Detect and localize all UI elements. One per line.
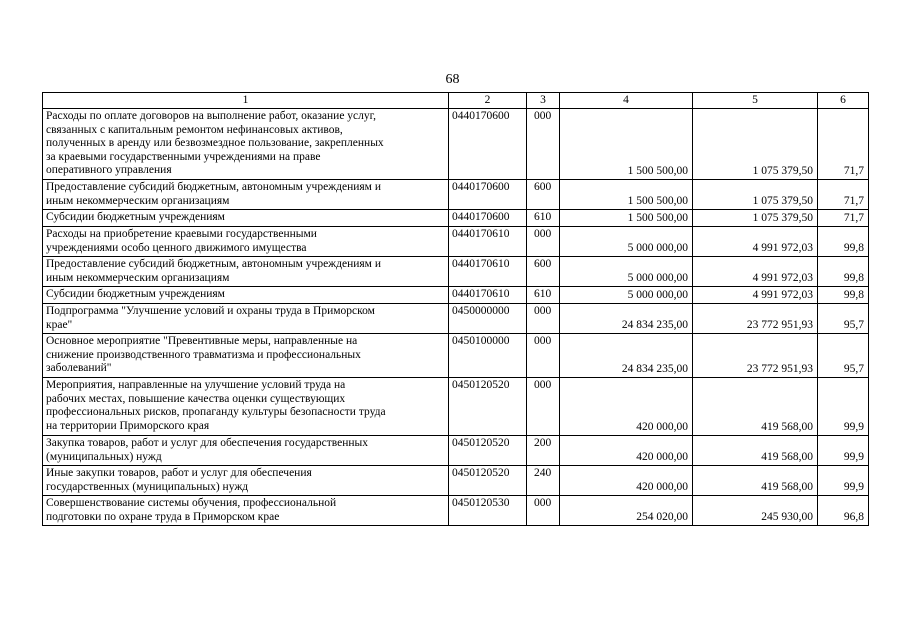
row-kind-cell: 200 [527, 436, 560, 466]
row-actual-cell: 1 075 379,50 [693, 180, 818, 210]
row-percent-cell: 99,9 [818, 436, 869, 466]
table-row [43, 334, 869, 378]
row-name-cell [43, 334, 449, 378]
row-actual-cell: 419 568,00 [693, 436, 818, 466]
row-name-cell [43, 180, 449, 210]
row-kind-cell: 000 [527, 378, 560, 436]
row-kind-cell: 000 [527, 109, 560, 180]
row-plan-cell: 1 500 500,00 [560, 180, 693, 210]
row-code-cell: 0450120520 [449, 466, 527, 496]
row-name-line: иным некоммерческим организациям [46, 271, 230, 284]
row-code-cell: 0440170610 [449, 227, 527, 257]
row-actual-cell: 4 991 972,03 [693, 287, 818, 304]
table-header-row [43, 93, 869, 109]
row-name-cell [43, 466, 449, 496]
table-row [43, 257, 869, 287]
row-percent-cell: 95,7 [818, 304, 869, 334]
table-row [43, 378, 869, 436]
row-name-line: рабочих местах, повышение качества оценки существующих [46, 392, 346, 405]
row-name-line: (муниципальных) нужд [46, 450, 162, 463]
row-plan-cell: 24 834 235,00 [560, 334, 693, 378]
row-kind-cell: 000 [527, 304, 560, 334]
row-kind-cell: 000 [527, 334, 560, 378]
row-code-cell: 0450120520 [449, 378, 527, 436]
row-name-cell [43, 210, 449, 227]
row-kind-cell: 610 [527, 210, 560, 227]
row-percent-cell: 71,7 [818, 210, 869, 227]
row-percent-cell: 99,8 [818, 257, 869, 287]
header-cell-2: 2 [449, 93, 527, 109]
row-name-cell [43, 257, 449, 287]
row-name-line: Предоставление субсидий бюджетным, автономным учреждениям и [46, 258, 381, 270]
table-row [43, 180, 869, 210]
row-kind-cell: 000 [527, 496, 560, 526]
row-name-line: оперативного управления [46, 164, 172, 177]
row-actual-cell: 419 568,00 [693, 378, 818, 436]
row-name-cell [43, 287, 449, 304]
row-name-line: Расходы на приобретение краевыми государственными [46, 228, 317, 240]
row-code-cell: 0450000000 [449, 304, 527, 334]
row-plan-cell: 420 000,00 [560, 466, 693, 496]
row-name-line: Подпрограмма "Улучшение условий и охраны труда в Приморском [46, 305, 375, 317]
row-code-cell: 0450120530 [449, 496, 527, 526]
budget-table-body [43, 93, 869, 526]
row-kind-cell: 000 [527, 227, 560, 257]
row-percent-cell: 99,9 [818, 378, 869, 436]
row-percent-cell: 99,8 [818, 227, 869, 257]
row-name-line: за краевыми государственными учреждениями на праве [46, 150, 321, 163]
row-name-line: профессиональных рисков, пропаганду культуры безопасности труда [46, 406, 386, 419]
table-row [43, 109, 869, 180]
row-name-line: Предоставление субсидий бюджетным, автономным учреждениям и [46, 181, 381, 193]
row-kind-cell: 600 [527, 257, 560, 287]
row-plan-cell: 1 500 500,00 [560, 210, 693, 227]
row-name-line: государственных (муниципальных) нужд [46, 480, 249, 493]
row-code-cell: 0440170600 [449, 210, 527, 227]
row-name-line: подготовки по охране труда в Приморском крае [46, 510, 280, 523]
table-row [43, 304, 869, 334]
table-row [43, 287, 869, 304]
row-name-line: иным некоммерческим организациям [46, 194, 230, 207]
header-cell-1: 1 [43, 93, 449, 109]
row-name-cell [43, 304, 449, 334]
row-code-cell: 0440170600 [449, 180, 527, 210]
row-name-line: связанных с капитальным ремонтом нефинансовых активов, [46, 123, 343, 136]
row-name-line: заболеваний" [46, 362, 112, 375]
header-cell-3: 3 [527, 93, 560, 109]
row-name-line: Субсидии бюджетным учреждениям [46, 211, 225, 223]
row-kind-cell: 240 [527, 466, 560, 496]
row-name-line: Совершенствование системы обучения, профессиональной [46, 497, 337, 509]
row-actual-cell: 1 075 379,50 [693, 210, 818, 227]
row-percent-cell: 71,7 [818, 109, 869, 180]
row-name-line: Основное мероприятие "Превентивные меры, направленные на [46, 335, 358, 347]
row-actual-cell: 4 991 972,03 [693, 257, 818, 287]
row-name-cell [43, 436, 449, 466]
table-row [43, 436, 869, 466]
row-name-line: снижение производственного травматизма и профессиональных [46, 348, 361, 361]
row-kind-cell: 610 [527, 287, 560, 304]
row-plan-cell: 5 000 000,00 [560, 287, 693, 304]
row-plan-cell: 5 000 000,00 [560, 257, 693, 287]
row-name-line: на территории Приморского края [46, 419, 210, 432]
row-name-line: Закупка товаров, работ и услуг для обеспечения государственных [46, 437, 369, 449]
row-actual-cell: 4 991 972,03 [693, 227, 818, 257]
row-name-line: учреждениями особо ценного движимого имущества [46, 241, 307, 254]
row-plan-cell: 420 000,00 [560, 436, 693, 466]
row-actual-cell: 23 772 951,93 [693, 304, 818, 334]
row-code-cell: 0440170610 [449, 257, 527, 287]
header-cell-4: 4 [560, 93, 693, 109]
row-name-line: Иные закупки товаров, работ и услуг для обеспечения [46, 467, 312, 479]
row-plan-cell: 1 500 500,00 [560, 109, 693, 180]
row-name-cell [43, 378, 449, 436]
budget-table [42, 92, 869, 526]
row-code-cell: 0450100000 [449, 334, 527, 378]
table-row [43, 227, 869, 257]
row-actual-cell: 23 772 951,93 [693, 334, 818, 378]
row-kind-cell: 600 [527, 180, 560, 210]
row-actual-cell: 419 568,00 [693, 466, 818, 496]
table-row [43, 496, 869, 526]
row-code-cell: 0440170600 [449, 109, 527, 180]
row-name-cell [43, 227, 449, 257]
row-name-cell [43, 496, 449, 526]
row-name-line: крае" [46, 318, 73, 331]
row-percent-cell: 95,7 [818, 334, 869, 378]
row-percent-cell: 96,8 [818, 496, 869, 526]
header-cell-6: 6 [818, 93, 869, 109]
row-actual-cell: 245 930,00 [693, 496, 818, 526]
row-name-line: Расходы по оплате договоров на выполнение работ, оказание услуг, [46, 110, 376, 122]
table-row [43, 210, 869, 227]
row-name-line: Мероприятия, направленные на улучшение условий труда на [46, 379, 346, 391]
row-plan-cell: 24 834 235,00 [560, 304, 693, 334]
row-actual-cell: 1 075 379,50 [693, 109, 818, 180]
row-name-cell [43, 109, 449, 180]
row-code-cell: 0450120520 [449, 436, 527, 466]
row-name-line: полученных в аренду или безвозмездное пользование, закрепленных [46, 137, 384, 150]
row-percent-cell: 71,7 [818, 180, 869, 210]
table-row [43, 466, 869, 496]
row-code-cell: 0440170610 [449, 287, 527, 304]
row-plan-cell: 5 000 000,00 [560, 227, 693, 257]
header-cell-5: 5 [693, 93, 818, 109]
page-number: 68 [445, 72, 460, 87]
row-percent-cell: 99,8 [818, 287, 869, 304]
row-plan-cell: 420 000,00 [560, 378, 693, 436]
row-plan-cell: 254 020,00 [560, 496, 693, 526]
row-percent-cell: 99,9 [818, 466, 869, 496]
row-name-line: Субсидии бюджетным учреждениям [46, 288, 225, 300]
